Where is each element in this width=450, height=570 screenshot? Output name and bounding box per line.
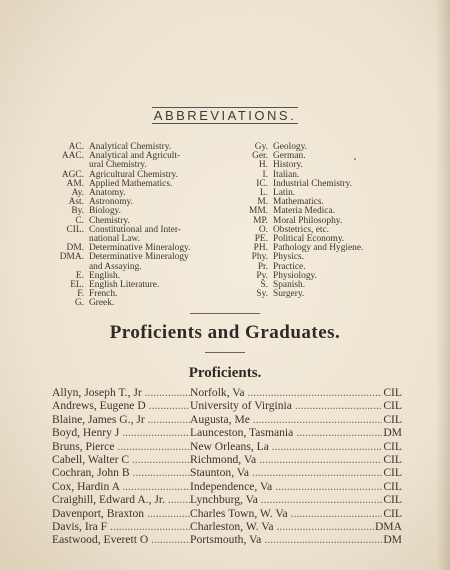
abbreviation-meaning: ural Chemistry.	[89, 160, 147, 171]
abbreviation-code: MM.	[248, 206, 268, 217]
proficient-row	[52, 386, 402, 399]
abbreviation-meaning: Industrial Chemistry.	[273, 178, 353, 189]
proficient-name: Cox, Hardin A .....	[52, 480, 190, 493]
abbreviation-code: CIL.	[66, 224, 84, 235]
abbreviations-right-column	[244, 143, 414, 299]
abbreviation-meaning: Political Economy.	[273, 234, 345, 245]
abbreviation-meaning: Analytical and Agricult-	[89, 151, 181, 162]
abbreviation-code: L.	[259, 188, 268, 199]
abbreviation-row	[50, 253, 240, 262]
abbreviation-code: IC.	[256, 178, 268, 189]
divider-rule-middle	[205, 352, 245, 353]
divider-rule-top	[190, 313, 260, 314]
proficient-degree: CIL	[383, 506, 402, 520]
proficient-place: Charles Town, W. Va .....	[190, 507, 382, 520]
page-edge-shadow	[436, 0, 450, 570]
proficient-degree: CIL	[383, 439, 402, 453]
proficient-name: Eastwood, Everett O .....	[52, 533, 190, 546]
proficient-degree: CIL	[383, 479, 402, 493]
abbreviation-meaning: national Law.	[89, 234, 140, 245]
abbreviation-row	[50, 299, 240, 308]
abbreviation-meaning: Constitutional and Inter-	[89, 224, 181, 235]
proficient-place: Charleston, W. Va .....	[190, 520, 374, 533]
abbreviations-heading: ABBREVIATIONS.	[153, 108, 297, 123]
abbreviation-meaning: History.	[273, 160, 303, 171]
proficient-row	[52, 453, 402, 466]
proficient-row	[52, 533, 402, 546]
abbreviation-code: E.	[75, 270, 84, 281]
abbreviation-code: PH.	[253, 243, 268, 254]
abbreviation-meaning: Chemistry.	[89, 215, 130, 226]
proficient-place: Portsmouth, Va .....	[190, 533, 382, 546]
abbreviation-meaning: German.	[273, 151, 306, 162]
abbreviation-meaning: Physiology.	[273, 270, 317, 281]
abbreviation-code: Sy.	[256, 289, 268, 300]
abbreviation-meaning: Surgery.	[273, 289, 305, 300]
abbreviation-row	[244, 281, 414, 290]
proficient-row	[52, 493, 402, 506]
abbreviation-meaning: Greek.	[89, 298, 115, 309]
abbreviation-code: Phy.	[251, 252, 268, 263]
abbreviation-code: I.	[262, 169, 268, 180]
abbreviation-row	[244, 180, 414, 189]
section-heading: Proficients and Graduates.	[109, 322, 341, 343]
proficient-place: Richmond, Va .....	[190, 453, 382, 466]
abbreviation-code: Pr.	[257, 261, 268, 272]
proficient-row	[52, 413, 402, 426]
proficient-place: Independence, Va .....	[190, 480, 382, 493]
proficient-degree: CIL	[383, 493, 402, 507]
proficient-place: New Orleans, La .....	[190, 440, 382, 453]
abbreviation-code: G.	[74, 298, 84, 309]
abbreviation-row	[50, 226, 240, 235]
abbreviation-meaning: Italian.	[273, 169, 300, 180]
proficient-place: Launceston, Tasmania .....	[190, 426, 382, 439]
abbreviation-meaning: and Assaying.	[89, 261, 142, 272]
proficient-name: Craighill, Edward A., Jr. .....	[52, 493, 190, 506]
proficient-place: Norfolk, Va .....	[190, 386, 382, 399]
abbreviation-meaning: Mathematics.	[273, 197, 324, 208]
abbreviation-row	[244, 272, 414, 281]
proficient-row	[52, 426, 402, 439]
proficient-degree: CIL	[383, 412, 402, 426]
abbreviation-code: Ay.	[71, 188, 84, 199]
proficient-degree: CIL	[383, 399, 402, 413]
abbreviation-code: Py.	[256, 270, 268, 281]
proficient-name: Andrews, Eugene D .....	[52, 399, 190, 412]
abbreviation-code: AM.	[66, 178, 84, 189]
abbreviation-meaning: Biology.	[89, 206, 121, 217]
proficient-row	[52, 440, 402, 453]
proficient-place: University of Virginia .....	[190, 399, 382, 412]
abbreviation-code: Gy.	[254, 142, 268, 152]
abbreviation-code: By.	[71, 206, 84, 217]
abbreviation-code: AGC.	[61, 169, 84, 180]
proficient-degree: DMA	[374, 520, 402, 534]
proficient-place: Staunton, Va .....	[190, 466, 382, 479]
abbreviation-meaning: Physics.	[273, 252, 304, 263]
proficients-roster	[52, 386, 402, 547]
abbreviation-meaning: Materia Medica.	[273, 206, 335, 217]
abbreviation-code: Ger.	[252, 151, 268, 162]
abbreviation-meaning: Determinative Mineralogy	[89, 252, 189, 263]
proficient-degree: CIL	[383, 453, 402, 467]
proficient-name: Cabell, Walter C .....	[52, 453, 190, 466]
abbreviation-meaning: Determinative Mineralogy.	[89, 243, 191, 254]
abbreviation-meaning: Spanish.	[273, 280, 306, 291]
abbreviations-left-column	[50, 143, 240, 309]
proficient-name: Boyd, Henry J .....	[52, 426, 190, 439]
proficient-degree: CIL	[383, 386, 402, 399]
proficient-name: Blaine, James G., Jr .....	[52, 413, 190, 426]
abbreviation-code: C.	[75, 215, 84, 226]
proficient-name: Bruns, Pierce .....	[52, 440, 190, 453]
abbreviation-row	[244, 263, 414, 272]
proficient-row	[52, 399, 402, 412]
abbreviation-code: EL.	[70, 280, 84, 291]
abbreviation-code: AAC.	[61, 151, 84, 162]
abbreviation-meaning: Moral Philosophy.	[273, 215, 343, 226]
abbreviation-code: H.	[258, 160, 268, 171]
proficient-degree: CIL	[383, 466, 402, 480]
proficient-place: Augusta, Me .....	[190, 413, 382, 426]
abbreviation-meaning: Applied Mathematics.	[89, 178, 173, 189]
abbreviation-code: Ast.	[68, 197, 84, 208]
abbreviation-meaning: Practice.	[273, 261, 306, 272]
abbreviation-row	[244, 143, 414, 152]
proficient-row	[52, 480, 402, 493]
abbreviation-meaning: English Literature.	[89, 280, 160, 291]
abbreviation-code: AC.	[68, 142, 84, 152]
subsection-heading: Proficients.	[188, 365, 262, 381]
abbreviation-code: O.	[258, 224, 268, 235]
abbreviation-meaning: Anatomy.	[89, 188, 126, 199]
proficient-degree: DM	[383, 426, 402, 440]
abbreviation-code: PE.	[254, 234, 268, 245]
abbreviation-row	[244, 244, 414, 253]
abbreviation-meaning: Obstetrics, etc.	[273, 224, 329, 235]
proficient-place: Lynchburg, Va .....	[190, 493, 382, 506]
abbreviation-meaning: Astronomy.	[89, 197, 133, 208]
abbreviation-code: M.	[257, 197, 268, 208]
abbreviation-code: F.	[77, 289, 84, 300]
abbreviation-meaning: English.	[89, 270, 120, 281]
proficient-name: Cochran, John B .....	[52, 466, 190, 479]
abbreviation-row	[244, 217, 414, 226]
proficient-row	[52, 520, 402, 533]
proficient-row	[52, 466, 402, 479]
abbreviation-row	[244, 290, 414, 299]
abbreviation-meaning: Pathology and Hygiene.	[273, 243, 364, 254]
proficient-name: Davenport, Braxton .....	[52, 507, 190, 520]
abbreviation-code: S.	[260, 280, 268, 291]
abbreviation-row	[244, 189, 414, 198]
abbreviation-meaning: Latin.	[273, 188, 296, 199]
proficient-name: Allyn, Joseph T., Jr .....	[52, 386, 190, 399]
abbreviation-row	[244, 253, 414, 262]
abbreviation-meaning: Geology.	[273, 142, 308, 152]
proficient-degree: DM	[383, 533, 402, 547]
abbreviation-code: DM.	[66, 243, 84, 254]
abbreviation-meaning: Agricultural Chemistry.	[89, 169, 178, 180]
abbreviation-meaning: Analytical Chemistry.	[89, 142, 172, 152]
abbreviation-code: DMA.	[59, 252, 84, 263]
proficient-name: Davis, Ira F .....	[52, 520, 190, 533]
ink-speck	[354, 158, 356, 160]
abbreviation-row	[244, 161, 414, 170]
abbreviation-code: MP.	[253, 215, 268, 226]
proficient-row	[52, 507, 402, 520]
abbreviation-row	[244, 152, 414, 161]
abbreviation-meaning: French.	[89, 289, 118, 300]
